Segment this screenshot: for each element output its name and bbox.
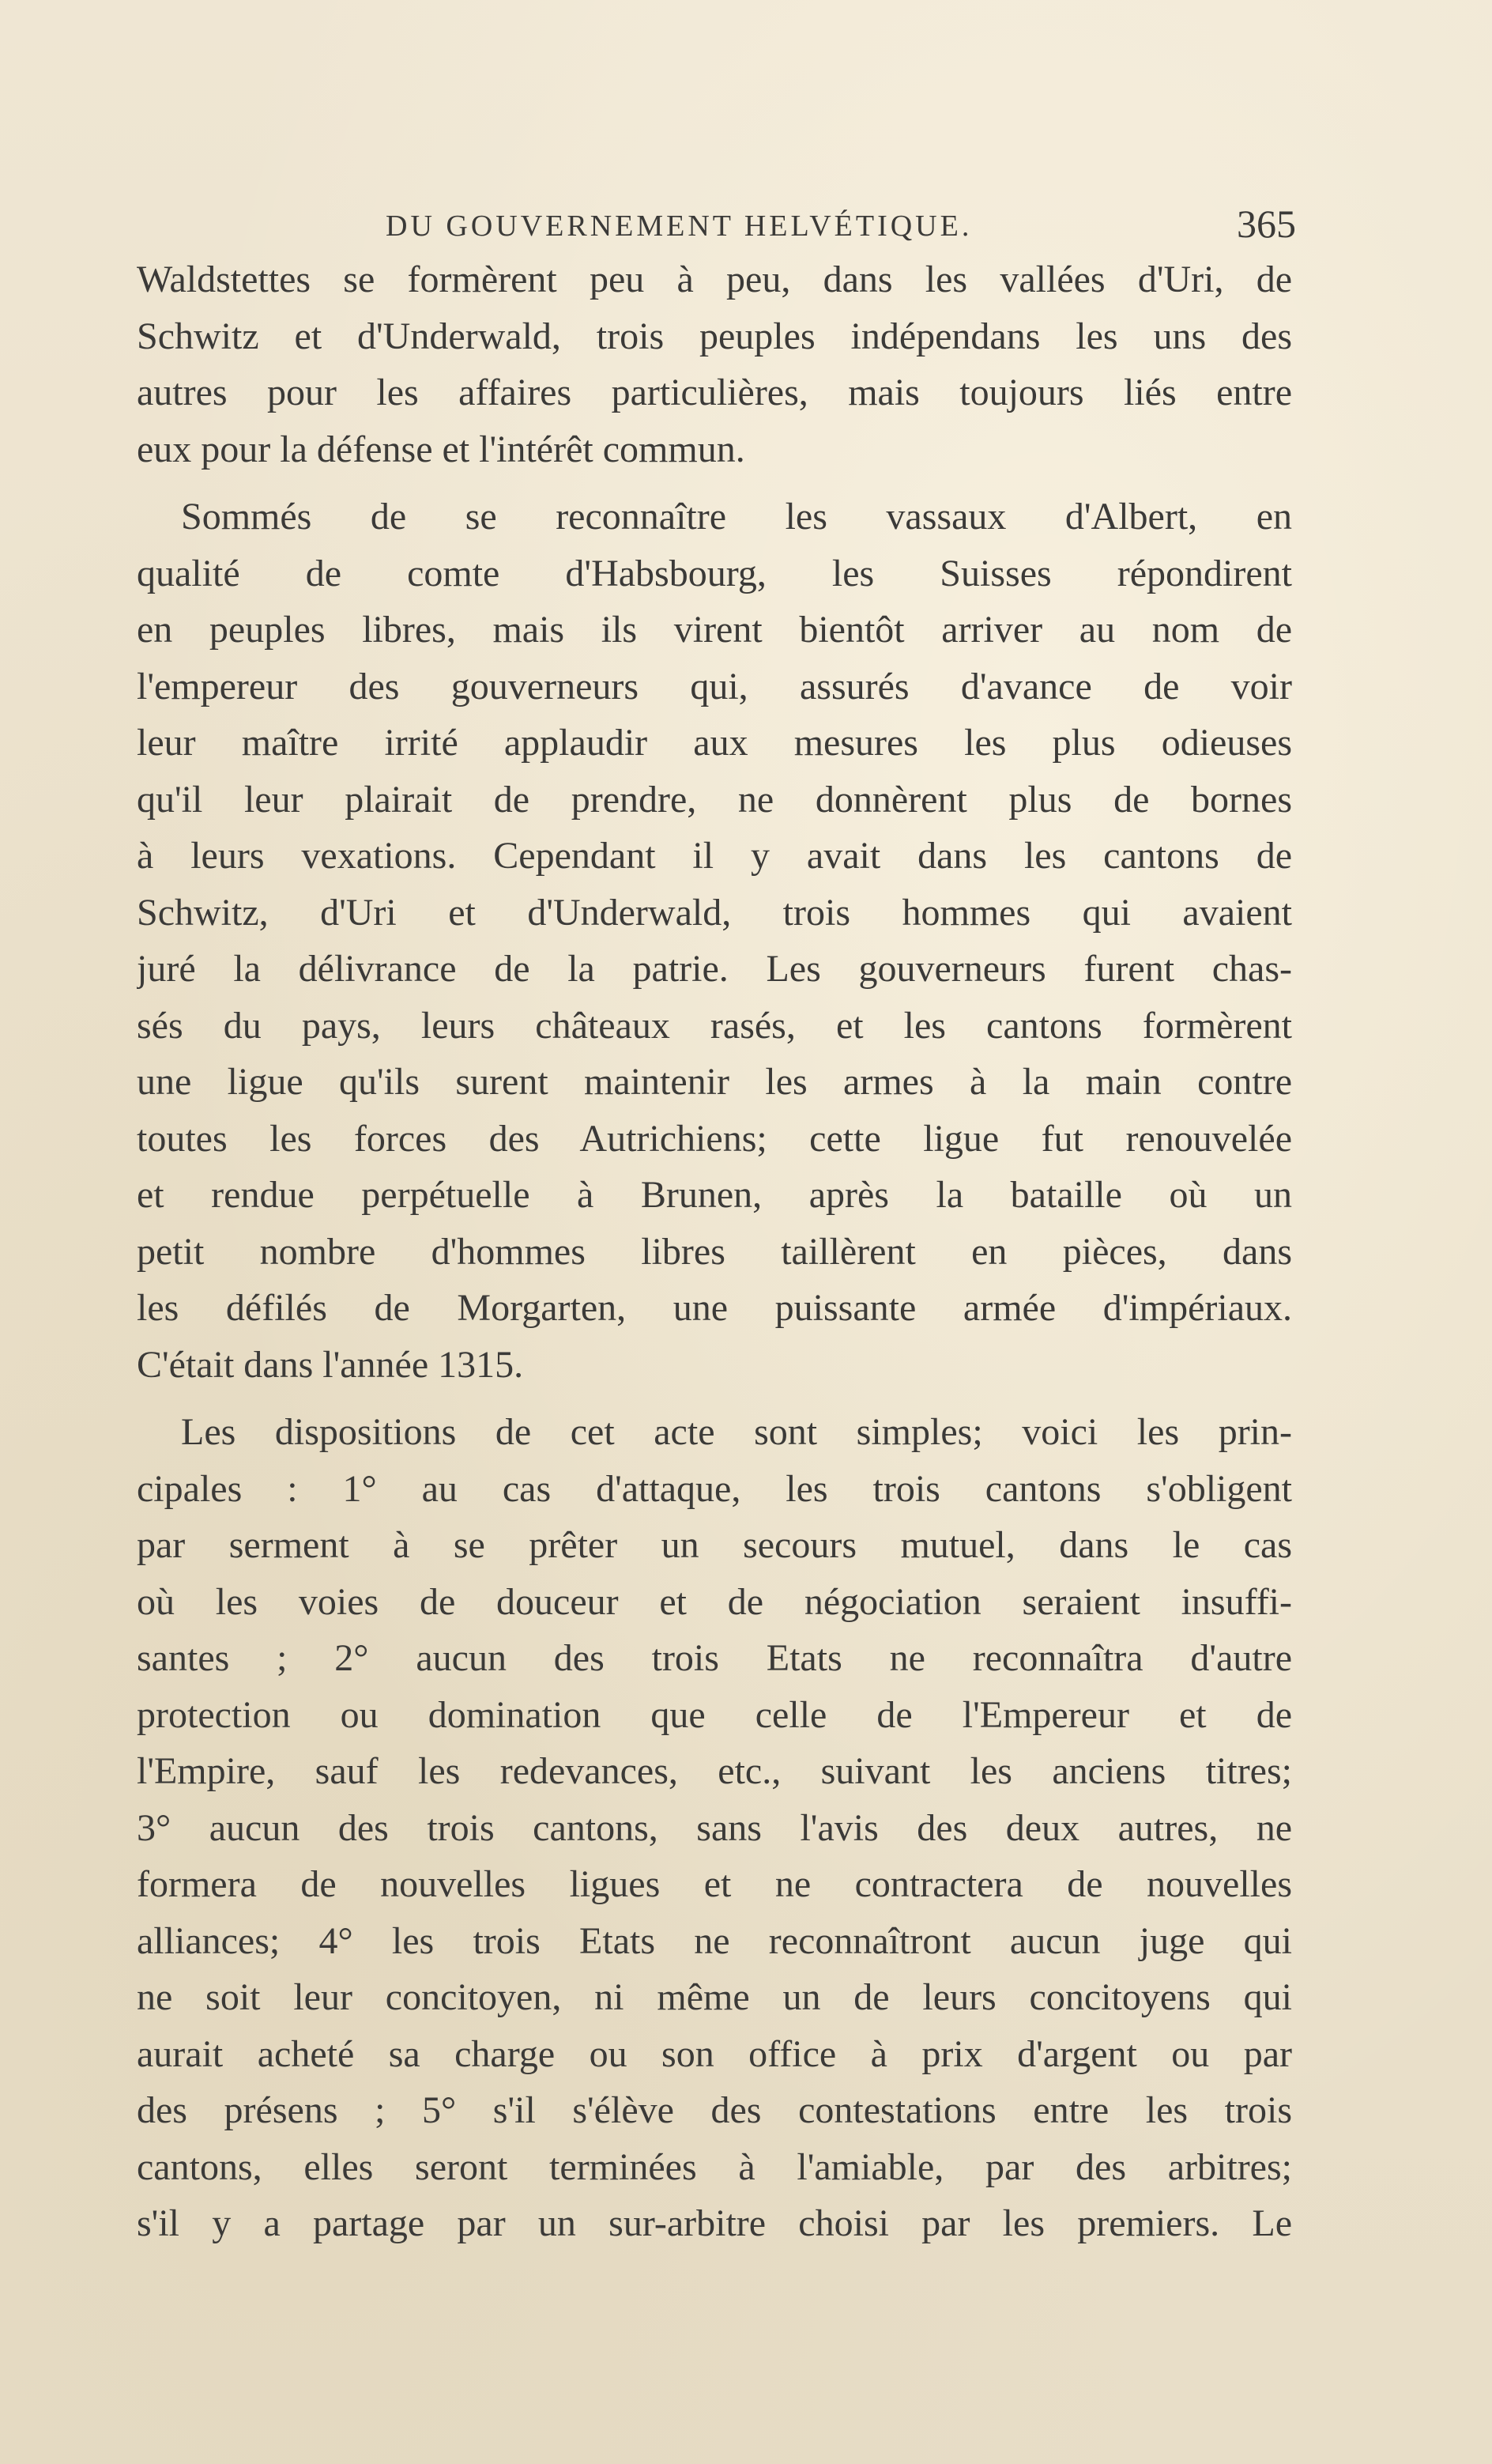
text-line: à leurs vexations. Cependant il y avait dans les cantons de: [137, 835, 1292, 877]
text-line: l'Empire, sauf les redevances, etc., suivant les anciens titres;: [137, 1750, 1292, 1792]
text-line: juré la délivrance de la patrie. Les gouverneurs furent chas-: [137, 948, 1292, 990]
text-line: aurait acheté sa charge ou son office à prix d'argent ou par: [137, 2032, 1292, 2075]
running-title: DU GOUVERNEMENT HELVÉTIQUE.: [386, 209, 973, 243]
text-line: leur maître irrité applaudir aux mesures les plus odieuses: [137, 722, 1292, 764]
text-line: s'il y a partage par un sur-arbitre choisi par les premiers. Le: [137, 2202, 1292, 2244]
text-line: une ligue qu'ils surent maintenir les armes à la main contre: [137, 1061, 1292, 1103]
text-line: et rendue perpétuelle à Brunen, après la bataille où un: [137, 1174, 1292, 1216]
text-line: Sommés de se reconnaître les vassaux d'Albert, en: [181, 496, 1292, 538]
text-line: eux pour la défense et l'intérêt commun.: [137, 428, 745, 470]
text-line: alliances; 4° les trois Etats ne reconnaîtront aucun juge qui: [137, 1919, 1292, 1962]
text-line: des présens ; 5° s'il s'élève des contestations entre les trois: [137, 2089, 1292, 2131]
text-line: les défilés de Morgarten, une puissante armée d'impériaux.: [137, 1287, 1292, 1329]
text-line: cipales : 1° au cas d'attaque, les trois cantons s'obligent: [137, 1467, 1292, 1510]
text-line: autres pour les affaires particulières, mais toujours liés entre: [137, 372, 1292, 413]
text-line: formera de nouvelles ligues et ne contractera de nouvelles: [137, 1863, 1292, 1905]
text-line: santes ; 2° aucun des trois Etats ne reconnaîtra d'autre: [137, 1637, 1292, 1679]
paragraph-gap: [137, 1393, 1292, 1404]
text-line: Schwitz et d'Underwald, trois peuples indépendans les uns des: [137, 315, 1292, 357]
text-line: qualité de comte d'Habsbourg, les Suisses répondirent: [137, 552, 1292, 594]
text-line: Waldstettes se formèrent peu à peu, dans les vallées d'Uri, de: [137, 258, 1292, 300]
text-line: toutes les forces des Autrichiens; cette ligue fut renouvelée: [137, 1117, 1292, 1160]
page-number: 365: [1237, 202, 1296, 246]
text-line: protection ou domination que celle de l'Empereur et de: [137, 1693, 1292, 1736]
text-line: cantons, elles seront terminées à l'amiable, par des arbitres;: [137, 2145, 1292, 2188]
text-line: Les dispositions de cet acte sont simples; voici les prin-: [181, 1411, 1292, 1453]
body-text: [137, 251, 1292, 2252]
running-head: [134, 204, 1296, 251]
text-line: petit nombre d'hommes libres taillèrent en pièces, dans: [137, 1230, 1292, 1273]
text-line: sés du pays, leurs châteaux rasés, et les cantons formèrent: [137, 1004, 1292, 1047]
text-line: qu'il leur plairait de prendre, ne donnèrent plus de bornes: [137, 778, 1292, 821]
text-line: ne soit leur concitoyen, ni même un de leurs concitoyens qui: [137, 1976, 1292, 2018]
paragraph-gap: [137, 477, 1292, 489]
text-line: en peuples libres, mais ils virent bientôt arriver au nom de: [137, 609, 1292, 651]
text-line: où les voies de douceur et de négociation seraient insuffi-: [137, 1580, 1292, 1623]
text-line: l'empereur des gouverneurs qui, assurés d'avance de voir: [137, 665, 1292, 708]
text-line: C'était dans l'année 1315.: [137, 1343, 524, 1386]
text-line: par serment à se prêter un secours mutuel, dans le cas: [137, 1524, 1292, 1566]
text-line: 3° aucun des trois cantons, sans l'avis des deux autres, ne: [137, 1806, 1292, 1849]
text-line: Schwitz, d'Uri et d'Underwald, trois hommes qui avaient: [137, 891, 1292, 934]
